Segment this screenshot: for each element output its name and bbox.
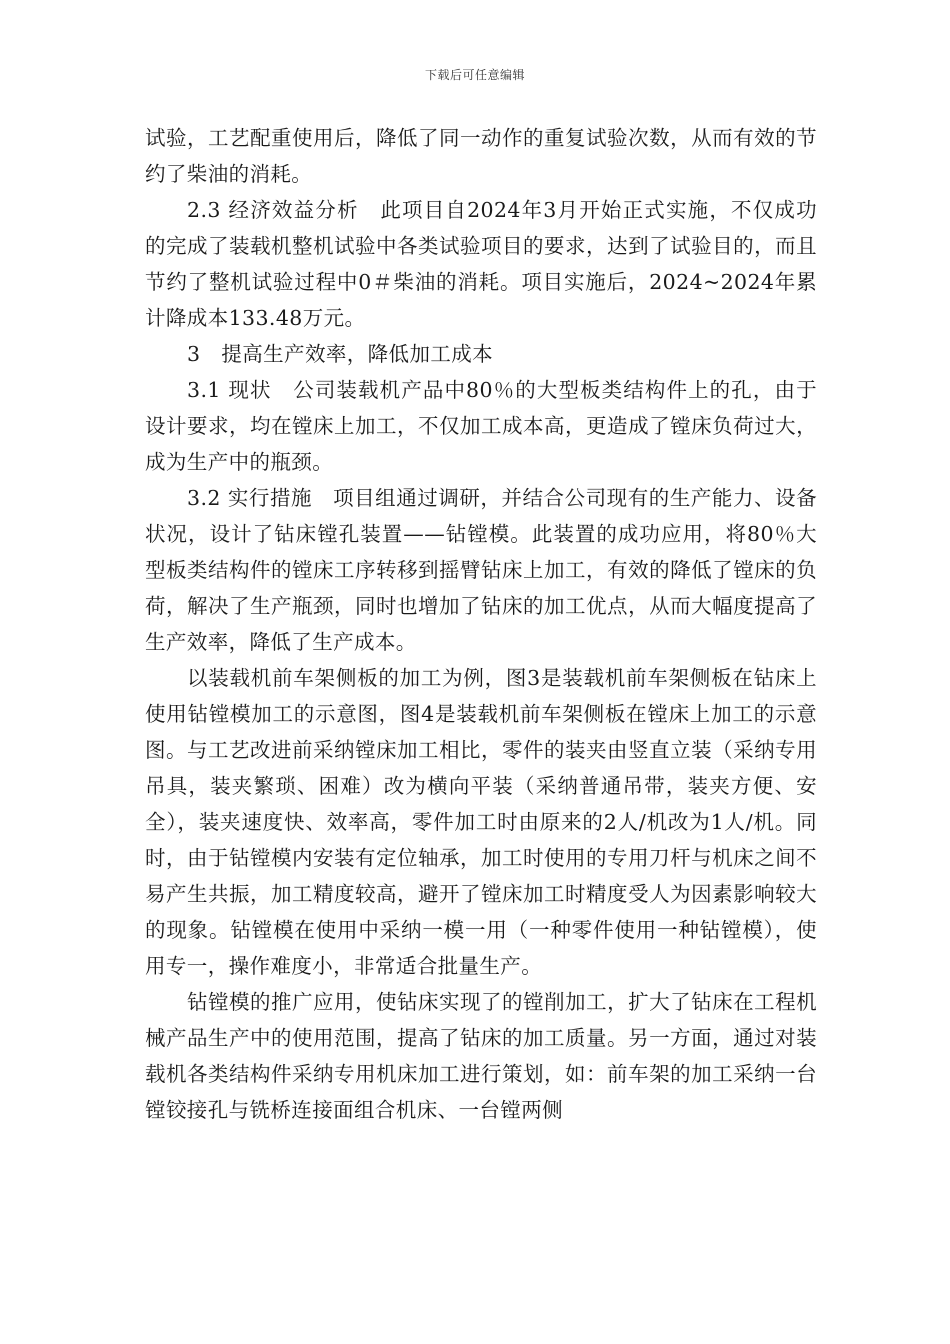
paragraph-3-2: 3.2 实行措施 项目组通过调研，并结合公司现有的生产能力、设备状况，设计了钻床镗孔装置——钻镗模。此装置的成功应用，将80％大型板类结构件的镗床工序转移到摇臂钻床上加工，有效的降低了镗床的负荷，解决了生产瓶颈，同时也增加了钻床的加工优点，从而大幅度提高了生产效率，降低了生产成本。 [145, 486, 817, 654]
paragraph-application: 钻镗模的推广应用，使钻床实现了的镗削加工，扩大了钻床在工程机械产品生产中的使用范围，提高了钻床的加工质量。另一方面，通过对装载机各类结构件采纳专用机床加工进行策划，如：前车架的加工采纳一台镗铰接孔与铣桥连接面组合机床、一台镗两侧 [145, 990, 817, 1122]
section-heading-3: 3 提高生产效率，降低加工成本 [187, 342, 494, 366]
page-header: 下载后可任意编辑 [424, 68, 525, 82]
paragraph-3-1: 3.1 现状 公司装载机产品中80％的大型板类结构件上的孔，由于设计要求，均在镗床上加工，不仅加工成本高，更造成了镗床负荷过大，成为生产中的瓶颈。 [145, 378, 817, 474]
paragraph-2: 2.3 经济效益分析 此项目自2024年3月开始正式实施，不仅成功的完成了装载机整机试验中各类试验项目的要求，达到了试验目的，而且节约了整机试验过程中0＃柴油的消耗。项目实施后，2024~2024年累计降成本133.48万元。 [145, 198, 817, 330]
document-body [145, 120, 817, 1128]
paragraph-example: 以装载机前车架侧板的加工为例，图3是装载机前车架侧板在钻床上使用钻镗模加工的示意图，图4是装载机前车架侧板在镗床上加工的示意图。与工艺改进前采纳镗床加工相比，零件的装夹由竖直立装（采纳专用吊具，装夹繁琐、困难）改为横向平装（采纳普通吊带，装夹方便、安全），装夹速度快、效率高，零件加工时由原来的2人/机改为1人/机。同时，由于钻镗模内安装有定位轴承，加工时使用的专用刀杆与机床之间不易产生共振，加工精度较高，避开了镗床加工时精度受人为因素影响较大的现象。钻镗模在使用中采纳一模一用（一种零件使用一种钻镗模），使用专一，操作难度小，非常适合批量生产。 [145, 666, 817, 978]
paragraph-1: 试验，工艺配重使用后，降低了同一动作的重复试验次数，从而有效的节约了柴油的消耗。 [145, 126, 817, 186]
